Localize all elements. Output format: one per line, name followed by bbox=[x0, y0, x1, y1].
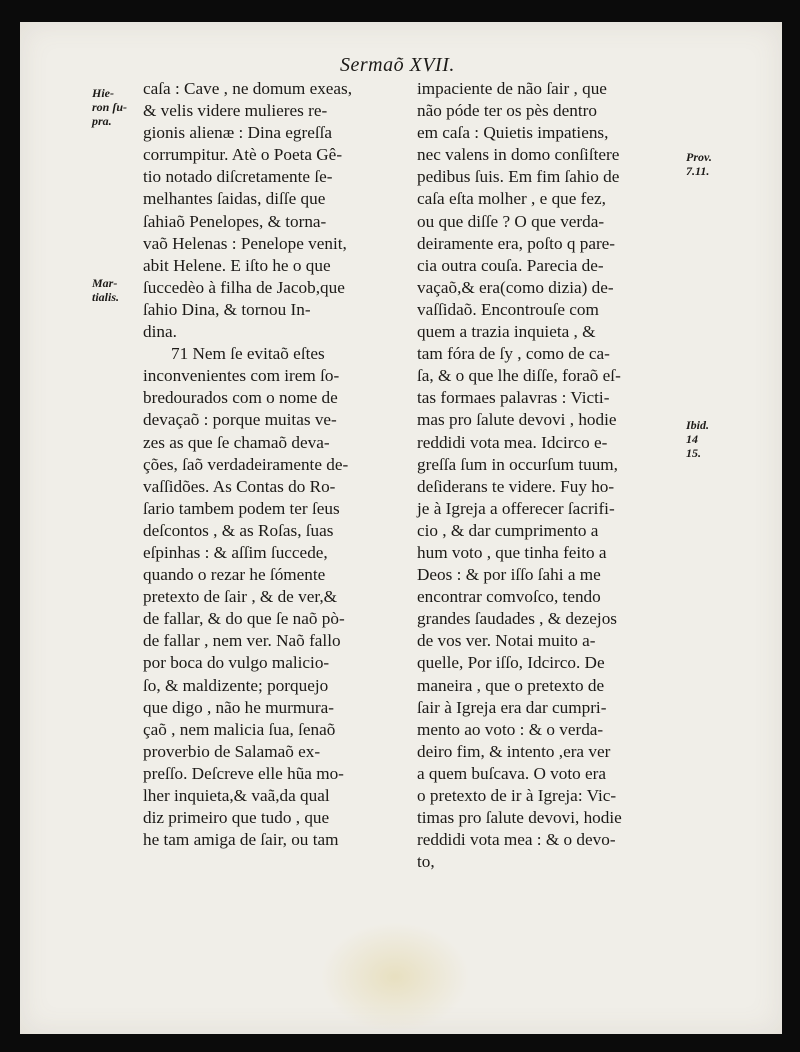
text-line: de fallar , nem ver. Naõ fallo bbox=[143, 631, 341, 651]
text-line: melhantes ſaidas, diſſe que bbox=[143, 189, 326, 209]
text-line: mento ao voto : & o verda- bbox=[417, 719, 604, 739]
margin-note-hieron bbox=[92, 86, 127, 128]
text-line: tam fóra de ſy , como de ca- bbox=[417, 344, 610, 364]
text-line: gionis alienæ : Dina egreſſa bbox=[143, 123, 333, 143]
text-line: Deos : & por iſſo ſahi a me bbox=[417, 565, 601, 585]
text-line: he tam amiga de ſair, ou tam bbox=[143, 830, 339, 850]
text-line: devaçaõ : porque muitas ve- bbox=[143, 410, 337, 430]
text-line: ſuccedèo à filha de Jacob,que bbox=[143, 277, 345, 297]
text-line: cia outra couſa. Parecia de- bbox=[417, 255, 604, 275]
running-head: Sermaõ XVII. bbox=[340, 54, 455, 76]
text-line: çaõ , nem malicia ſua, ſenaõ bbox=[143, 719, 336, 739]
text-line: hum voto , que tinha feito a bbox=[417, 542, 607, 562]
text-line: deiramente era, poſto q pare- bbox=[417, 233, 616, 253]
margin-note-line: Mar- bbox=[92, 276, 118, 290]
text-line: impaciente de não ſair , que bbox=[417, 79, 607, 98]
text-line: ſa, & o que lhe diſſe, foraõ eſ- bbox=[417, 366, 621, 386]
text-line: de fallar, & do que ſe naõ pò- bbox=[143, 609, 345, 629]
text-line: abit Helene. E iſto he o que bbox=[143, 255, 331, 275]
text-line: que digo , não he murmura- bbox=[143, 697, 334, 717]
text-line: dina. bbox=[143, 322, 177, 342]
text-line: ou que diſſe ? O que verda- bbox=[417, 211, 605, 231]
margin-note-line: ron ſu- bbox=[92, 100, 128, 114]
text-line: ções, ſaõ verdadeiramente de- bbox=[143, 454, 349, 474]
text-line: por boca do vulgo malicio- bbox=[143, 653, 330, 673]
text-line: lher inquieta,& vaã,da qual bbox=[143, 786, 330, 805]
text-line: a quem buſcava. O voto era bbox=[417, 763, 606, 783]
text-line: mas pro ſalute devovi , hodie bbox=[417, 410, 617, 430]
text-line: ſario tambem podem ter ſeus bbox=[143, 498, 340, 518]
text-line: ſahiaõ Penelopes, & torna- bbox=[143, 211, 327, 231]
margin-note-prov bbox=[686, 150, 712, 178]
text-line: reddidi vota mea : & o devo- bbox=[417, 830, 616, 850]
water-stain bbox=[320, 922, 470, 1032]
text-line: quem a trazia inquieta , & bbox=[417, 322, 596, 342]
text-line: não póde ter os pès dentro bbox=[417, 101, 597, 121]
text-line: cio , & dar cumprimento a bbox=[417, 520, 599, 540]
text-line: 71 Nem ſe evitaõ eſtes bbox=[171, 344, 325, 364]
text-line: quando o rezar he ſómente bbox=[143, 565, 326, 585]
text-line: pretexto de ſair , & de ver,& bbox=[143, 587, 338, 607]
text-line: eſpinhas : & aſſim ſuccede, bbox=[143, 542, 328, 562]
margin-note-martialis bbox=[92, 276, 119, 304]
text-line: quelle, Por iſſo, Idcirco. De bbox=[417, 653, 605, 673]
text-line: diz primeiro que tudo , que bbox=[143, 808, 330, 828]
margin-note-line: pra. bbox=[92, 114, 112, 128]
text-line: nec valens in domo conſiſtere bbox=[417, 145, 620, 165]
margin-note-line: Hie- bbox=[92, 86, 114, 100]
text-line: encontrar comvoſco, tendo bbox=[417, 587, 601, 607]
text-line: corrumpitur. Atè o Poeta Gê- bbox=[143, 145, 343, 165]
text-line: deiro fim, & intento ,era ver bbox=[417, 741, 611, 761]
text-line: reddidi vota mea. Idcirco e- bbox=[417, 432, 608, 452]
text-line: maneira , que o pretexto de bbox=[417, 675, 605, 695]
margin-note-line: 7.11. bbox=[686, 164, 710, 178]
margin-note-line: Ibid. bbox=[686, 418, 710, 432]
text-line: timas pro ſalute devovi, hodie bbox=[417, 808, 622, 828]
text-line: ſair à Igreja era dar cumpri- bbox=[417, 697, 607, 717]
left-text-column bbox=[143, 78, 408, 851]
text-line: ſo, & maldizente; porquejo bbox=[143, 675, 329, 695]
text-line: vaõ Helenas : Penelope venit, bbox=[143, 233, 347, 253]
text-line: deſcontos , & as Roſas, ſuas bbox=[143, 520, 334, 540]
right-text-column bbox=[417, 78, 682, 873]
text-line: ſahio Dina, & tornou In- bbox=[143, 299, 311, 319]
text-line: vaçaõ,& era(como dizia) de- bbox=[417, 277, 614, 297]
text-line: caſa : Cave , ne domum exeas, bbox=[143, 79, 353, 98]
text-line: vaſſidaõ. Encontrouſe com bbox=[417, 299, 599, 319]
text-line: grandes ſaudades , & dezejos bbox=[417, 609, 617, 629]
text-line: je à Igreja a offerecer ſacrifi- bbox=[417, 498, 615, 518]
text-line: deſiderans te videre. Fuy ho- bbox=[417, 476, 615, 496]
text-line: pedibus ſuis. Em fim ſahio de bbox=[417, 167, 620, 187]
margin-note-line: Prov. bbox=[686, 150, 712, 164]
text-line: to, bbox=[417, 852, 435, 872]
text-line: caſa eſta molher , e que fez, bbox=[417, 189, 606, 209]
text-line: tio notado diſcretamente ſe- bbox=[143, 167, 333, 187]
text-line: tas formaes palavras : Victi- bbox=[417, 388, 610, 408]
margin-note-line: 15. bbox=[686, 446, 701, 460]
text-line: em caſa : Quietis impatiens, bbox=[417, 123, 609, 143]
margin-note-line: 14 bbox=[686, 432, 698, 446]
margin-note-line: tialis. bbox=[92, 290, 120, 304]
text-line: de vos ver. Notai muito a- bbox=[417, 631, 596, 651]
text-line: zes as que ſe chamaõ deva- bbox=[143, 432, 330, 452]
text-line: o pretexto de ir à Igreja: Vic- bbox=[417, 786, 617, 805]
margin-note-ibid bbox=[686, 418, 709, 460]
text-line: greſſa ſum in occurſum tuum, bbox=[417, 454, 618, 474]
text-line: bredourados com o nome de bbox=[143, 388, 338, 408]
text-line: inconvenientes com irem ſo- bbox=[143, 366, 340, 386]
text-line: vaſſidões. As Contas do Ro- bbox=[143, 476, 336, 496]
text-line: proverbio de Salamaõ ex- bbox=[143, 741, 321, 761]
text-line: preſſo. Deſcreve elle hũa mo- bbox=[143, 763, 344, 783]
text-line: & velis videre mulieres re- bbox=[143, 101, 328, 121]
